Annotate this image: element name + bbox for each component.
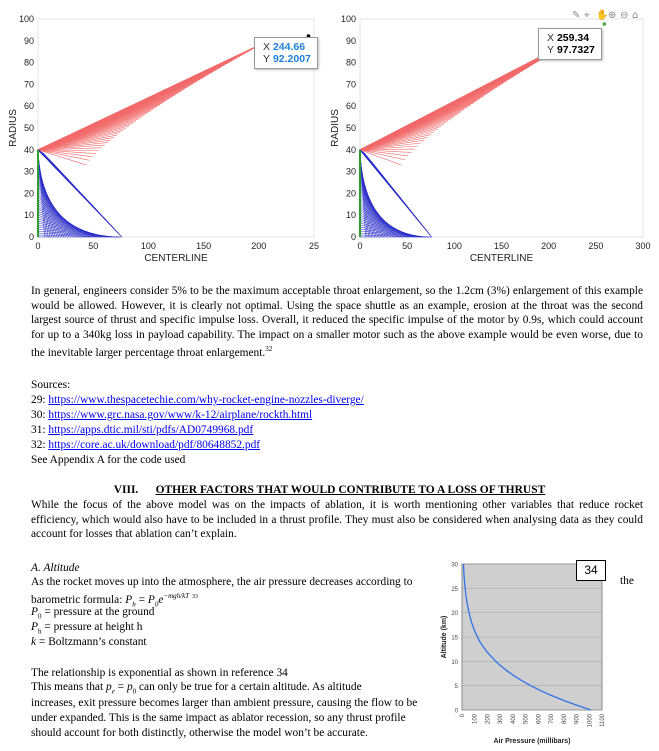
source-29: 29: https://www.thespacetechie.com/why-rocket-engine-nozzles-diverge/	[31, 394, 364, 406]
x-tick-label: 50	[402, 241, 413, 251]
y-tick-label: 90	[345, 35, 356, 46]
x-tick-label: 0	[357, 241, 363, 251]
y-tick-label: 10	[345, 210, 356, 221]
x-tick-label: 800	[561, 714, 568, 725]
altitude-line-means: This means that $p_e = p_0$ can only be true for a certain altitude. As altitude	[31, 681, 362, 696]
y-tick-label: 40	[345, 144, 356, 155]
x-tick-label: 200	[485, 714, 492, 725]
x-tick-label: 700	[549, 714, 556, 725]
x-tick-label: 50	[88, 241, 99, 251]
x-tick-label: 150	[196, 241, 212, 251]
x-tick-label: 600	[536, 714, 543, 725]
y-tick-label: 100	[340, 14, 356, 24]
y-tick-label: 0	[454, 708, 458, 715]
radius-plot-right[interactable]	[320, 8, 659, 270]
y-axis-label: RADIUS	[8, 109, 19, 147]
y-tick-label: 10	[23, 210, 34, 221]
chart-y-label: Altitude (km)	[441, 615, 448, 659]
x-tick-label: 300	[498, 714, 505, 725]
x-tick-label: 0	[460, 714, 466, 718]
data-tip-left: X 244.66 Y 92.2007	[254, 37, 318, 69]
definition-k: k = Boltzmann’s constant	[31, 636, 147, 648]
zoom-out-icon[interactable]: ⊖	[620, 10, 629, 21]
y-tick-label: 50	[23, 123, 34, 133]
altitude-line-1: As the rocket moves up into the atmosphere, the air pressure decreases according to	[31, 576, 413, 588]
x-tick-label: 500	[523, 714, 530, 725]
subsection-altitude: A. Altitude	[31, 562, 80, 574]
definition-ph: $P_h$ = pressure at height h	[31, 621, 143, 636]
x-tick-label: 100	[472, 714, 479, 725]
x-tick-label: 200	[251, 241, 267, 251]
y-axis-label: RADIUS	[330, 109, 341, 147]
appendix-note: See Appendix A for the code used	[31, 454, 186, 466]
y-tick-label: 80	[23, 57, 34, 68]
y-tick-label: 20	[345, 188, 356, 199]
altitude-pressure-chart	[432, 558, 612, 748]
source-31: 31: https://apps.dtic.mil/sti/pdfs/AD0749968.pdf	[31, 424, 254, 436]
y-tick-label: 10	[451, 659, 458, 666]
altitude-line-3: increases, exit pressure becomes larger than ambient pressure, causing the flow to be	[31, 697, 418, 709]
altitude-line-4: under expanded. This is the same impact as ablator recession, so any thrust profile	[31, 712, 406, 724]
y-tick-label: 70	[345, 79, 356, 90]
y-tick-label: 30	[345, 166, 356, 177]
y-tick-label: 50	[345, 123, 356, 133]
reference-34-sentence: The relationship is exponential as shown in reference 34	[31, 667, 288, 679]
data-tip-right: X 259.34 Y 97.7327	[538, 28, 602, 60]
sources-label: Sources:	[31, 379, 71, 391]
y-tick-label: 0	[28, 232, 34, 242]
y-tick-label: 80	[345, 57, 356, 68]
zoom-in-icon[interactable]: ⊕	[608, 10, 617, 21]
y-tick-label: 30	[451, 562, 458, 569]
reference-box-34: 34	[576, 560, 606, 581]
y-tick-label: 90	[23, 35, 34, 46]
x-tick-label: 1000	[587, 714, 594, 728]
y-tick-label: 0	[350, 232, 356, 242]
section-paragraph: While the focus of the above model was on the impacts of ablation, it is worth mentioning other variables that reduce rocket efficiency, which would also have to be included in a thrust profile. They must also be considered when analysing data as they could account for losses that ablation can’t explain.	[31, 499, 643, 541]
x-tick-label: 25	[308, 241, 320, 251]
chart-x-label: Air Pressure (millibars)	[493, 738, 571, 745]
y-tick-label: 100	[18, 14, 34, 24]
y-tick-label: 20	[23, 188, 34, 199]
source-link-31[interactable]: https://apps.dtic.mil/sti/pdfs/AD0749968.pdf	[48, 424, 254, 436]
y-tick-label: 60	[23, 101, 34, 112]
x-tick-label: 100	[446, 241, 462, 251]
source-32: 32: https://core.ac.uk/download/pdf/80648852.pdf	[31, 439, 261, 451]
y-tick-label: 25	[451, 586, 458, 593]
y-tick-label: 30	[23, 166, 34, 177]
brush-icon[interactable]: ✎	[572, 10, 581, 21]
altitude-formula-line: barometric formula: $P_h = P_0e^{-mgh/kT}$ $^{33}$	[31, 592, 198, 609]
x-tick-label: 200	[541, 241, 557, 251]
section-heading: VIII. OTHER FACTORS THAT WOULD CONTRIBUTE TO A LOSS OF THRUST	[113, 484, 546, 496]
source-link-32[interactable]: https://core.ac.uk/download/pdf/80648852.pdf	[48, 439, 261, 451]
x-axis-label: CENTERLINE	[469, 253, 534, 264]
axes-toolbar[interactable]	[572, 5, 644, 23]
x-tick-label: 250	[588, 241, 604, 251]
y-tick-label: 60	[345, 101, 356, 112]
source-link-30[interactable]: https://www.grc.nasa.gov/www/k-12/airplane/rockth.html	[48, 409, 313, 421]
paragraph-throat: In general, engineers consider 5% to be the maximum acceptable throat enlargement, so the 1.2cm (3%) enlargement of this example would be allowed. However, it is clearly not optimal. Using the space shuttle as an example, erosion at the throat was the second largest source of thrust and specific impulse loss. Overall, it reduced the specific impulse of the motor by 0.9s, which could account for up to a 340kg loss in payload capability. The impact on a smaller motor such as the above example would be even worse, due to the inevitable larger percentage throat enlargement.$^{32}$	[31, 285, 643, 360]
data-cursor-icon[interactable]: ⌖	[584, 10, 590, 21]
y-tick-label: 40	[23, 144, 34, 155]
y-tick-label: 15	[451, 635, 458, 642]
altitude-line-5: should account for both distinctly, otherwise the model won’t be accurate.	[31, 727, 368, 739]
source-link-29[interactable]: https://www.thespacetechie.com/why-rocket-engine-nozzles-diverge/	[48, 394, 364, 406]
x-tick-label: 300	[635, 241, 651, 251]
altitude-line-1-end: the	[620, 575, 634, 587]
y-tick-label: 5	[454, 684, 458, 691]
pan-icon[interactable]: ✋	[596, 10, 609, 21]
x-tick-label: 100	[140, 241, 156, 251]
x-tick-label: 0	[35, 241, 41, 251]
definition-p0: $P_0$ = pressure at the ground	[31, 606, 155, 621]
x-tick-label: 900	[574, 714, 581, 725]
y-tick-label: 20	[451, 611, 458, 618]
x-tick-label: 400	[510, 714, 517, 725]
source-30: 30: https://www.grc.nasa.gov/www/k-12/airplane/rockth.html	[31, 409, 313, 421]
x-tick-label: 150	[493, 241, 510, 251]
y-tick-label: 70	[23, 79, 34, 90]
home-icon[interactable]: ⌂	[632, 10, 639, 21]
x-axis-label: CENTERLINE	[144, 253, 208, 264]
x-tick-label: 1100	[600, 714, 606, 727]
